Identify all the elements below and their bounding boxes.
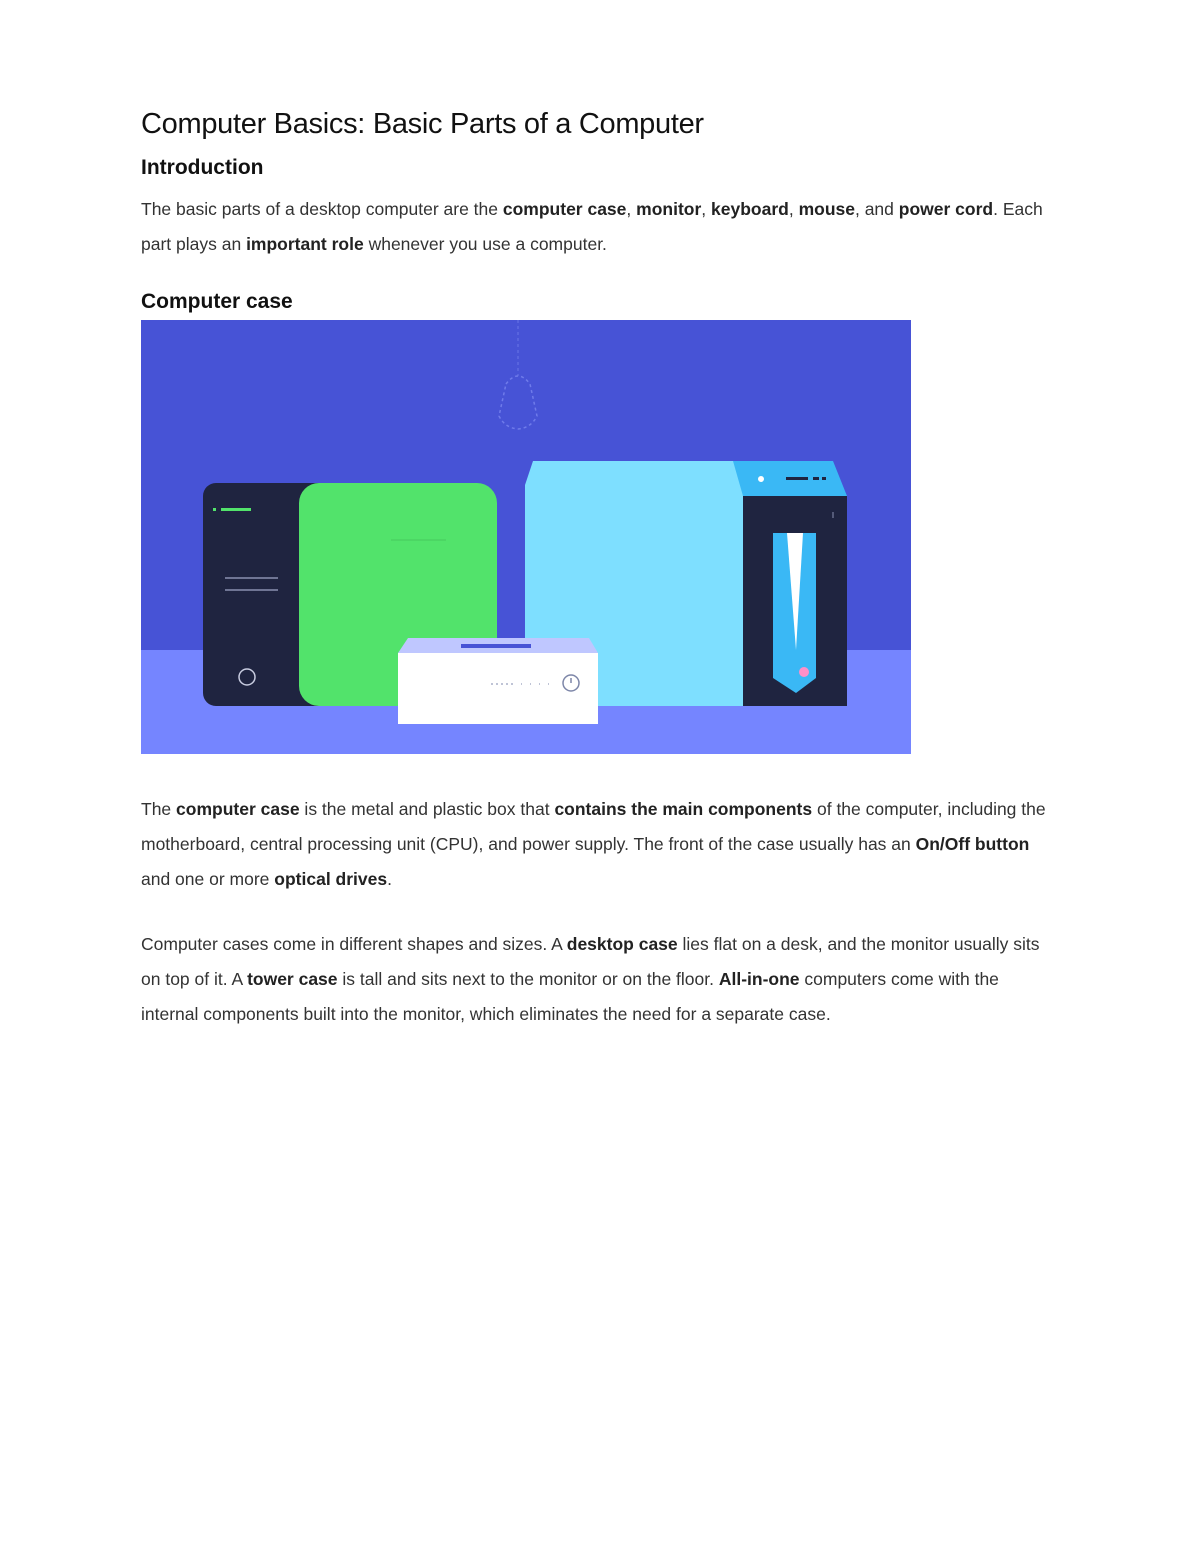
page-title: Computer Basics: Basic Parts of a Computer (141, 108, 704, 140)
white-case-vent (461, 644, 531, 648)
heading-computer-case: Computer case (141, 290, 293, 313)
computer-cases-illustration (141, 320, 911, 754)
case-paragraph-1: The computer case is the metal and plastic box that contains the main components of the computer, including the motherboard, central processing unit (CPU), and power supply. The front of the case usually has an On/Off button and one or more optical drives. (141, 799, 1046, 889)
white-desktop-case (398, 653, 598, 724)
tower-top-slot (822, 477, 826, 480)
tower-top-button-icon (758, 476, 764, 482)
intro-paragraph: The basic parts of a desktop computer are the computer case, monitor, keyboard, mouse, and power cord. Each part plays an important role whenever you use a computer. (141, 199, 1043, 254)
tower-led-bar (221, 508, 251, 511)
case-paragraph-2: Computer cases come in different shapes and sizes. A desktop case lies flat on a desk, and the monitor usually sits on top of it. A tower case is tall and sits next to the monitor or on the floor. All-in-one computers come with the internal components built into the monitor, which eliminates the need for a separate case. (141, 934, 1040, 1024)
tower-top-slot (813, 477, 819, 480)
tower-pink-light (799, 667, 809, 677)
tower-led (213, 508, 216, 511)
tower-top-slot (786, 477, 808, 480)
heading-introduction: Introduction (141, 156, 264, 179)
